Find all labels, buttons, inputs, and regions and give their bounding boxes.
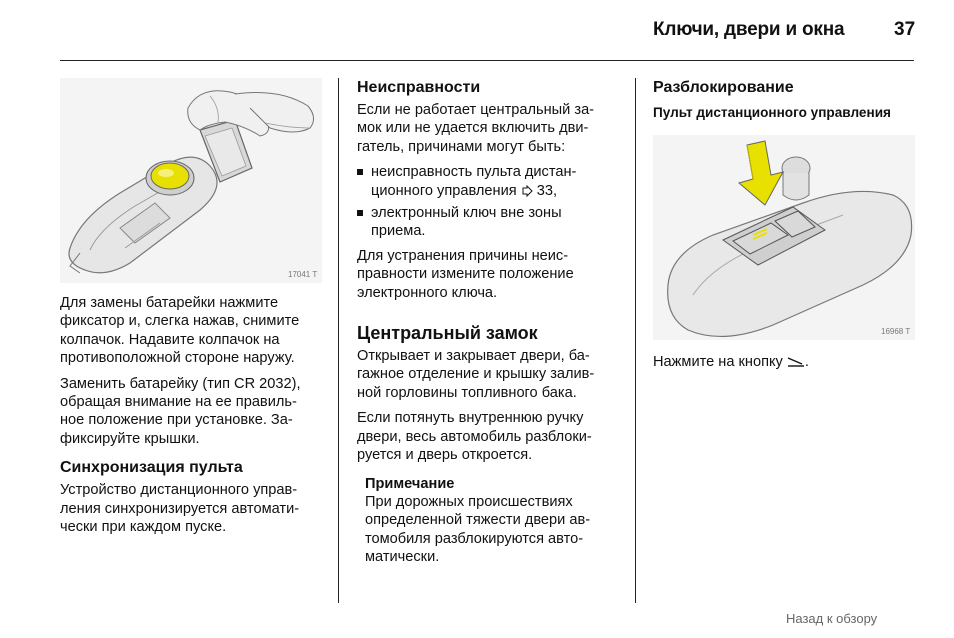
battery-replacement-figure [60, 78, 322, 283]
page-header-title: Ключи, двери и окна [653, 19, 845, 40]
header-divider [60, 60, 914, 61]
column-2 [357, 78, 622, 567]
key-fob-battery-illustration [60, 78, 322, 283]
faults-heading: Неисправности [357, 79, 481, 96]
door-handle-text: Если потянуть внутреннюю ручку двери, весь автомобиль разблоки- руется и дверь откроется. [357, 410, 592, 464]
fault-bullet-range: электронный ключ вне зоны приема. [357, 204, 622, 241]
back-to-overview-link[interactable]: Назад к обзору [786, 611, 878, 626]
remote-control-heading: Пульт дистанционного управления [653, 105, 891, 120]
arrow-ref-icon[interactable] [521, 183, 533, 199]
unlock-heading: Разблокирование [653, 79, 794, 96]
column-1 [60, 294, 330, 543]
figure-code: 16968 T [881, 327, 911, 336]
remote-unlock-illustration [653, 135, 915, 340]
central-lock-heading: Центральный замок [357, 323, 538, 344]
column-divider-2 [635, 78, 636, 603]
note-heading: Примечание [365, 475, 455, 492]
sync-heading: Синхронизация пульта [60, 459, 243, 477]
press-instruction: Нажмите на кнопку . [653, 354, 809, 370]
battery-instructions: Для замены батарейки нажмите фиксатор и, слегка нажав, снимите колпачок. Надавите колпачок на противоположной стороне наружу. [60, 295, 300, 367]
figure-code: 17041 T [288, 270, 318, 279]
battery-replace-instructions: Заменить батарейку (тип CR 2032), обращая внимание на ее правиль- ное положение при установке. За- фиксируйте крышки. [60, 375, 301, 447]
central-lock-text: Открывает и закрывает двери, ба- гажное отделение и крышку залив- ной горловины топливного бака. [357, 348, 595, 401]
faults-text: Если не работает центральный за- мок или не удается включить дви- гатель, причинами могут быть: [357, 102, 595, 155]
sync-text: Устройство дистанционного управ- ления синхронизируется автомати- чески при каждом пуске. [60, 482, 300, 536]
unlock-symbol-icon [787, 354, 805, 370]
fix-text: Для устранения причины неис- правности измените положение электронного ключа. [357, 247, 574, 301]
note-text: При дорожных происшествиях определенной тяжести двери ав- томобиля разблокируются авто- матически. [365, 493, 591, 566]
bullet-icon [357, 210, 363, 216]
bullet-icon [357, 169, 363, 175]
page-number: 37 [894, 19, 916, 40]
remote-unlock-figure [653, 135, 915, 340]
column-3 [653, 78, 923, 132]
column-divider-1 [338, 78, 339, 603]
fault-bullet-remote: неисправность пульта дистан- ционного управления 33, [357, 163, 622, 200]
page-reference[interactable]: 33, [536, 182, 558, 199]
